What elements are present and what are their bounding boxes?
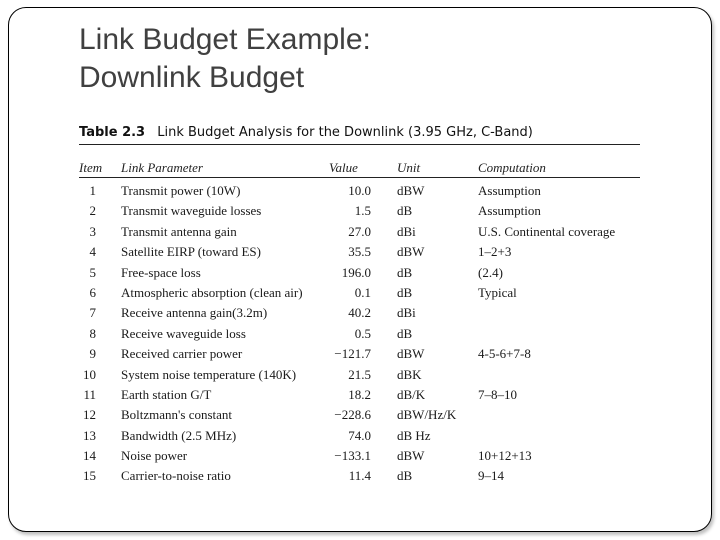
cell-link-parameter: Transmit antenna gain [121, 223, 237, 239]
cell-computation: 1–2+3 [478, 244, 512, 260]
cell-item: 5 [89, 264, 96, 280]
slide-title-line-2: Downlink Budget [79, 61, 305, 94]
cell-value: 11.4 [348, 468, 371, 484]
cell-unit: dB [397, 284, 413, 300]
table-row [79, 181, 640, 201]
table-caption-text: Link Budget Analysis for the Downlink (3.95 GHz, C-Band) [157, 125, 533, 140]
cell-computation: 10+12+13 [478, 448, 532, 464]
cell-link-parameter: Transmit waveguide losses [121, 203, 262, 219]
table-row [79, 405, 640, 425]
cell-item: 6 [89, 284, 96, 300]
cell-item: 15 [83, 468, 96, 484]
cell-link-parameter: Carrier-to-noise ratio [121, 468, 231, 484]
column-header-item: Item [79, 160, 103, 175]
cell-computation: Typical [478, 284, 517, 300]
table-row [79, 263, 640, 283]
cell-item: 1 [89, 183, 96, 198]
table-row [79, 303, 640, 323]
cell-computation: (2.4) [478, 264, 503, 280]
cell-unit: dB [397, 325, 413, 341]
table-row [79, 344, 640, 364]
cell-value: 10.0 [348, 183, 371, 198]
column-header-computation: Computation [478, 160, 546, 175]
cell-unit: dBi [397, 223, 416, 239]
cell-item: 8 [89, 325, 96, 341]
cell-computation: 4-5-6+7-8 [478, 346, 531, 362]
cell-value: 74.0 [348, 427, 371, 443]
cell-computation: Assumption [478, 203, 541, 219]
cell-computation: Assumption [478, 183, 541, 198]
cell-value: 196.0 [341, 264, 371, 280]
cell-item: 13 [83, 427, 96, 443]
cell-unit: dBW/Hz/K [397, 407, 457, 423]
cell-value: 0.5 [354, 325, 371, 341]
cell-value: 1.5 [354, 203, 371, 219]
cell-item: 3 [89, 223, 96, 239]
slide-title [79, 21, 371, 97]
cell-computation: 9–14 [478, 468, 504, 484]
cell-unit: dB [397, 203, 413, 219]
cell-value: −228.6 [334, 407, 371, 423]
cell-computation: 7–8–10 [478, 386, 517, 402]
cell-link-parameter: Atmospheric absorption (clean air) [121, 284, 303, 300]
column-header-link-parameter: Link Parameter [121, 160, 203, 175]
cell-value: 18.2 [348, 386, 371, 402]
cell-link-parameter: Noise power [121, 448, 188, 464]
cell-link-parameter: Boltzmann's constant [121, 407, 233, 423]
table-row [79, 324, 640, 344]
cell-computation: U.S. Continental coverage [478, 223, 616, 239]
table-row [79, 426, 640, 446]
cell-unit: dBW [397, 448, 425, 464]
table-row [79, 446, 640, 466]
cell-unit: dB [397, 264, 413, 280]
cell-link-parameter: Receive antenna gain(3.2m) [121, 305, 268, 321]
cell-link-parameter: Satellite EIRP (toward ES) [121, 244, 261, 260]
cell-unit: dB/K [397, 386, 426, 402]
cell-value: 0.1 [354, 284, 371, 300]
cell-value: −121.7 [334, 346, 371, 362]
cell-item: 10 [83, 366, 96, 382]
column-header-unit: Unit [397, 160, 421, 175]
cell-link-parameter: System noise temperature (140K) [121, 366, 297, 382]
table-row [79, 365, 640, 385]
cell-unit: dBW [397, 244, 425, 260]
table-row [79, 283, 640, 303]
table-number: Table 2.3 [79, 125, 146, 140]
cell-item: 7 [89, 305, 96, 321]
cell-link-parameter: Received carrier power [121, 346, 243, 362]
cell-unit: dB Hz [397, 427, 431, 443]
cell-link-parameter: Bandwidth (2.5 MHz) [121, 427, 237, 443]
cell-item: 11 [83, 386, 96, 402]
cell-item: 12 [83, 407, 96, 423]
cell-unit: dBW [397, 183, 425, 198]
cell-value: 27.0 [348, 223, 371, 239]
cell-value: −133.1 [334, 448, 371, 464]
cell-unit: dBK [397, 366, 422, 382]
table-row [79, 222, 640, 242]
cell-link-parameter: Earth station G/T [121, 386, 212, 402]
cell-item: 4 [89, 244, 96, 260]
table-top-rule [79, 144, 640, 145]
cell-item: 2 [89, 203, 96, 219]
cell-link-parameter: Free-space loss [121, 264, 201, 280]
table-row [79, 242, 640, 262]
cell-value: 40.2 [348, 305, 371, 321]
table-row [79, 466, 640, 486]
slide-title-line-1: Link Budget Example: [79, 23, 371, 56]
table-row [79, 201, 640, 221]
table-header-rule [79, 177, 640, 178]
cell-item: 9 [89, 346, 96, 362]
cell-value: 35.5 [348, 244, 371, 260]
table-caption [79, 125, 533, 140]
cell-link-parameter: Transmit power (10W) [121, 183, 241, 198]
table-body [79, 181, 640, 487]
column-header-value: Value [329, 160, 358, 175]
cell-unit: dBW [397, 346, 425, 362]
cell-unit: dB [397, 468, 413, 484]
cell-item: 14 [83, 448, 96, 464]
cell-value: 21.5 [348, 366, 371, 382]
cell-link-parameter: Receive waveguide loss [121, 325, 246, 341]
table-row [79, 385, 640, 405]
cell-unit: dBi [397, 305, 416, 321]
